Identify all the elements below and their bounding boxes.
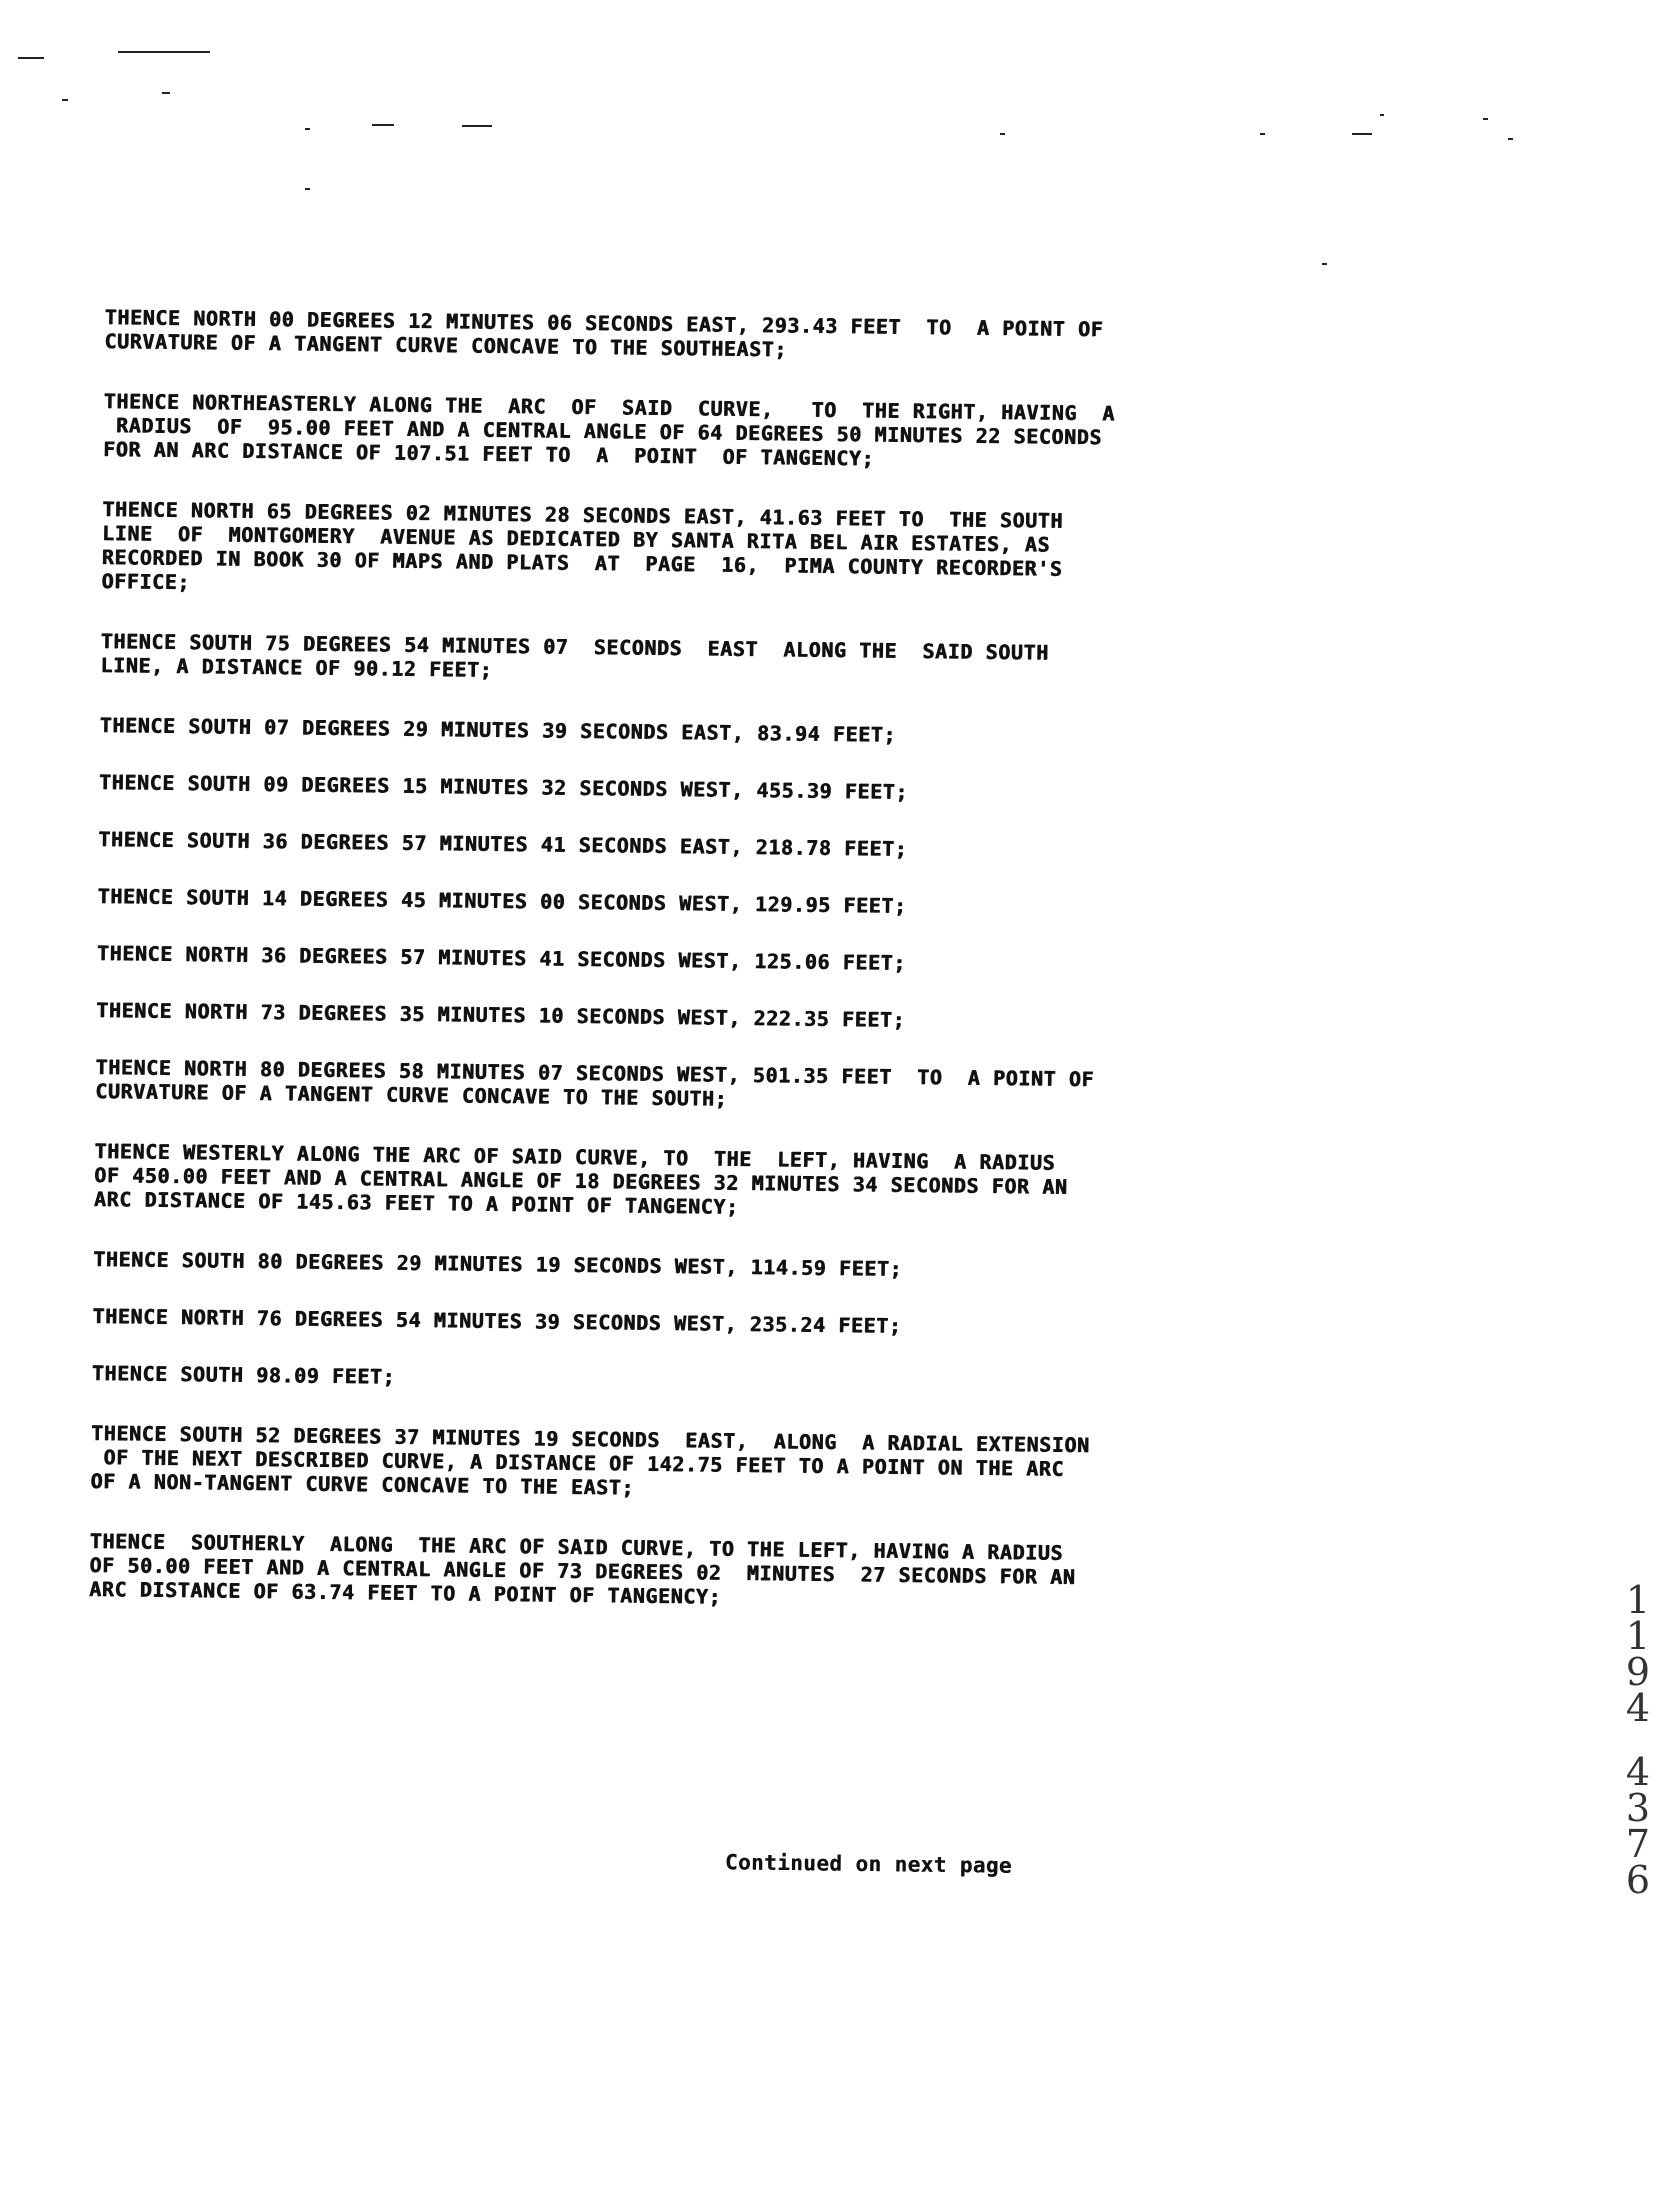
scan-speck	[305, 188, 310, 190]
recording-digit: 7	[1625, 1822, 1651, 1866]
scan-speck	[118, 51, 210, 53]
recording-number	[1618, 1578, 1658, 1902]
scan-speck	[1380, 114, 1384, 116]
course-paragraph-11: THENCE NORTH 80 DEGREES 58 MINUTES 07 SECONDS WEST, 501.35 FEET TO A POINT OF CURVATURE OF A TANGENT CURVE CONCAVE TO THE SOUTH;	[95, 1054, 1095, 1111]
course-paragraph-9: THENCE NORTH 36 DEGREES 57 MINUTES 41 SECONDS WEST, 125.06 FEET;	[96, 940, 907, 975]
scan-speck	[372, 124, 394, 126]
recording-digit: 4	[1625, 1750, 1651, 1794]
course-paragraph-4: THENCE SOUTH 75 DEGREES 54 MINUTES 07 SECONDS EAST ALONG THE SAID SOUTH LINE, A DISTANCE OF 90.12 FEET;	[100, 628, 1050, 682]
legal-description-body	[89, 305, 1465, 1618]
scan-speck	[62, 99, 68, 101]
course-paragraph-8: THENCE SOUTH 14 DEGREES 45 MINUTES 00 SECONDS WEST, 129.95 FEET;	[97, 883, 907, 918]
course-paragraph-10: THENCE NORTH 73 DEGREES 35 MINUTES 10 SECONDS WEST, 222.35 FEET;	[96, 997, 906, 1032]
course-paragraph-17: THENCE SOUTHERLY ALONG THE ARC OF SAID CURVE, TO THE LEFT, HAVING A RADIUS OF 50.00 FEET AND A CENTRAL ANGLE OF 73 DEGREES 02 MINUTES 27 SECONDS FOR AN ARC DISTANCE OF 63.74 FEET TO A POINT OF TANGENCY;	[89, 1528, 1076, 1609]
course-paragraph-2: THENCE NORTHEASTERLY ALONG THE ARC OF SAID CURVE, TO THE RIGHT, HAVING A RADIUS OF 95.00 FEET AND A CENTRAL ANGLE OF 64 DEGREES 50 MINUTES 22 SECONDS FOR AN ARC DISTANCE OF 107.51 FEET TO A POINT OF TANGENCY;	[103, 388, 1116, 471]
scan-speck	[1322, 263, 1327, 265]
course-paragraph-6: THENCE SOUTH 09 DEGREES 15 MINUTES 32 SECONDS WEST, 455.39 FEET;	[99, 769, 909, 804]
recording-digit: 3	[1625, 1786, 1651, 1830]
course-paragraph-5: THENCE SOUTH 07 DEGREES 29 MINUTES 39 SECONDS EAST, 83.94 FEET;	[99, 712, 897, 747]
scan-speck	[1508, 138, 1513, 140]
scan-speck	[1352, 133, 1372, 135]
course-paragraph-7: THENCE SOUTH 36 DEGREES 57 MINUTES 41 SECONDS EAST, 218.78 FEET;	[98, 826, 908, 861]
recording-digit: 1	[1625, 1614, 1651, 1658]
scan-speck	[18, 57, 44, 59]
recording-digit: 9	[1625, 1650, 1651, 1694]
course-paragraph-16: THENCE SOUTH 52 DEGREES 37 MINUTES 19 SECONDS EAST, ALONG A RADIAL EXTENSION OF THE NEXT DESCRIBED CURVE, A DISTANCE OF 142.75 FEET TO A POINT ON THE ARC OF A NON-TANGENT CURVE CONCAVE TO THE EAST;	[90, 1420, 1090, 1500]
scan-speck	[162, 92, 170, 94]
course-paragraph-3: THENCE NORTH 65 DEGREES 02 MINUTES 28 SECONDS EAST, 41.63 FEET TO THE SOUTH LINE OF MONTGOMERY AVENUE AS DEDICATED BY SANTA RITA BEL AIR ESTATES, AS RECORDED IN BOOK 30 OF MAPS AND PLATS AT PAGE 16, PIMA COUNTY RECORDER'S OFFICE;	[101, 496, 1064, 595]
recording-digit: 4	[1625, 1686, 1651, 1730]
continued-footer: Continued on next page	[724, 1850, 1013, 1878]
scan-speck	[305, 128, 310, 130]
recording-digit: 1	[1625, 1578, 1651, 1622]
course-paragraph-13: THENCE SOUTH 80 DEGREES 29 MINUTES 19 SECONDS WEST, 114.59 FEET;	[93, 1246, 903, 1281]
recording-digit: 6	[1625, 1858, 1651, 1902]
course-paragraph-12: THENCE WESTERLY ALONG THE ARC OF SAID CURVE, TO THE LEFT, HAVING A RADIUS OF 450.00 FEET AND A CENTRAL ANGLE OF 18 DEGREES 32 MINUTES 34 SECONDS FOR AN ARC DISTANCE OF 145.63 FEET TO A POINT OF TANGENCY;	[93, 1138, 1068, 1219]
scan-speck	[462, 125, 492, 127]
course-paragraph-14: THENCE NORTH 76 DEGREES 54 MINUTES 39 SECONDS WEST, 235.24 FEET;	[92, 1303, 902, 1338]
course-paragraph-1: THENCE NORTH 00 DEGREES 12 MINUTES 06 SECONDS EAST, 293.43 FEET TO A POINT OF CURVATURE OF A TANGENT CURVE CONCAVE TO THE SOUTHEAST;	[104, 305, 1104, 362]
scan-speck	[1260, 133, 1265, 135]
scan-speck	[1483, 118, 1488, 120]
scan-speck	[1000, 133, 1005, 135]
course-paragraph-15: THENCE SOUTH 98.09 FEET;	[91, 1360, 396, 1389]
